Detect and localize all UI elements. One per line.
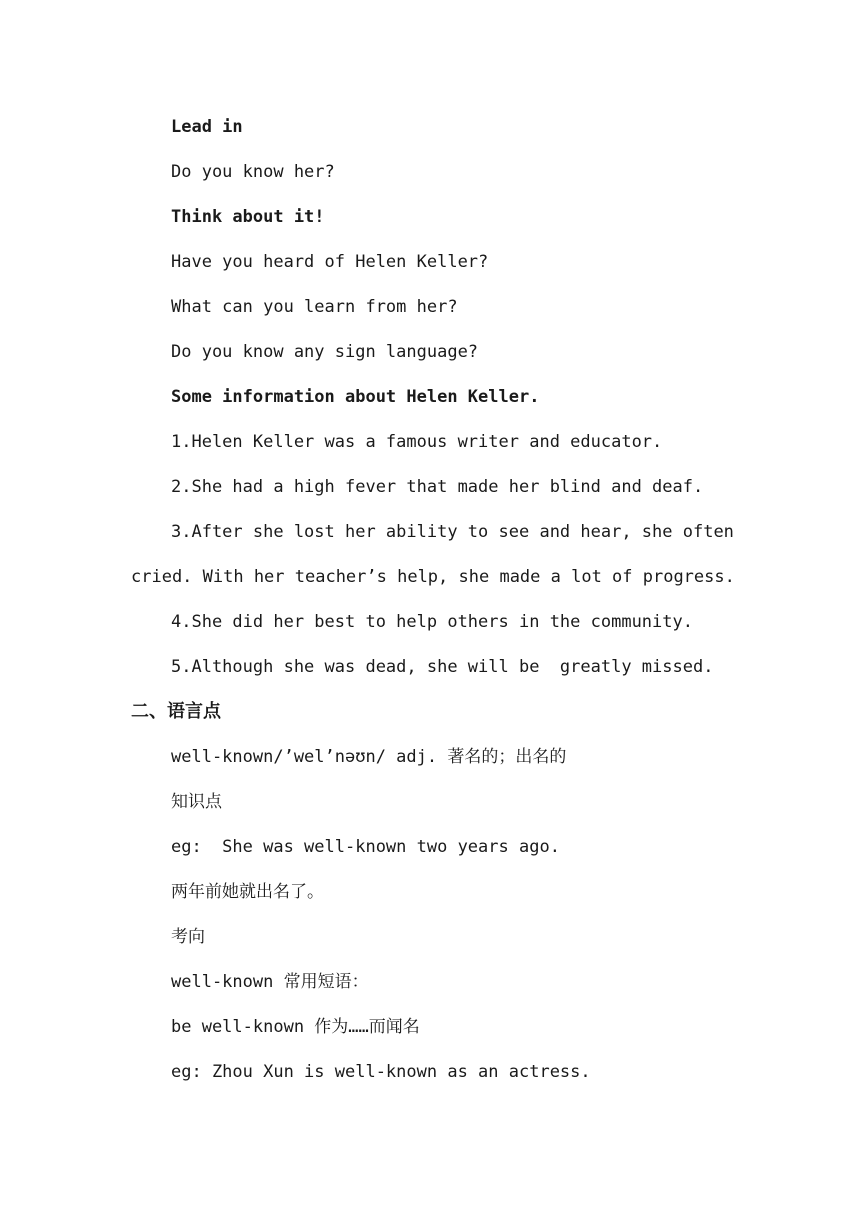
think-about-heading: Think about it! (171, 207, 325, 227)
vocab-entry: well-known/’wel’nəʊn/ adj. 著名的；出名的 (171, 747, 567, 767)
info-item-1: 1.Helen Keller was a famous writer and educator. (171, 432, 663, 452)
knowledge-label: 知识点 (171, 792, 222, 812)
info-item-3-line-1: 3.After she lost her ability to see and hear, she often (171, 522, 734, 542)
info-heading: Some information about Helen Keller. (171, 387, 540, 407)
question-know-her: Do you know her? (171, 162, 335, 182)
example-1: eg: She was well-known two years ago. (171, 837, 560, 857)
info-item-3-line-2: cried. With her teacher’s help, she made a lot of progress. (131, 567, 735, 587)
question-1: Have you heard of Helen Keller? (171, 252, 489, 272)
phrase-1: be well-known 作为……而闻名 (171, 1017, 420, 1037)
phrases-label: well-known 常用短语： (171, 972, 369, 992)
lead-in-heading: Lead in (171, 117, 243, 137)
exam-label: 考向 (171, 927, 205, 947)
info-item-2: 2.She had a high fever that made her blind and deaf. (171, 477, 704, 497)
section-2-heading: 二、语言点 (131, 701, 221, 722)
info-item-5: 5.Although she was dead, she will be greatly missed. (171, 657, 714, 677)
example-2: eg: Zhou Xun is well-known as an actress. (171, 1062, 591, 1082)
question-2: What can you learn from her? (171, 297, 458, 317)
example-1-translation: 两年前她就出名了。 (171, 882, 324, 902)
question-3: Do you know any sign language? (171, 342, 479, 362)
info-item-4: 4.She did her best to help others in the community. (171, 612, 693, 632)
